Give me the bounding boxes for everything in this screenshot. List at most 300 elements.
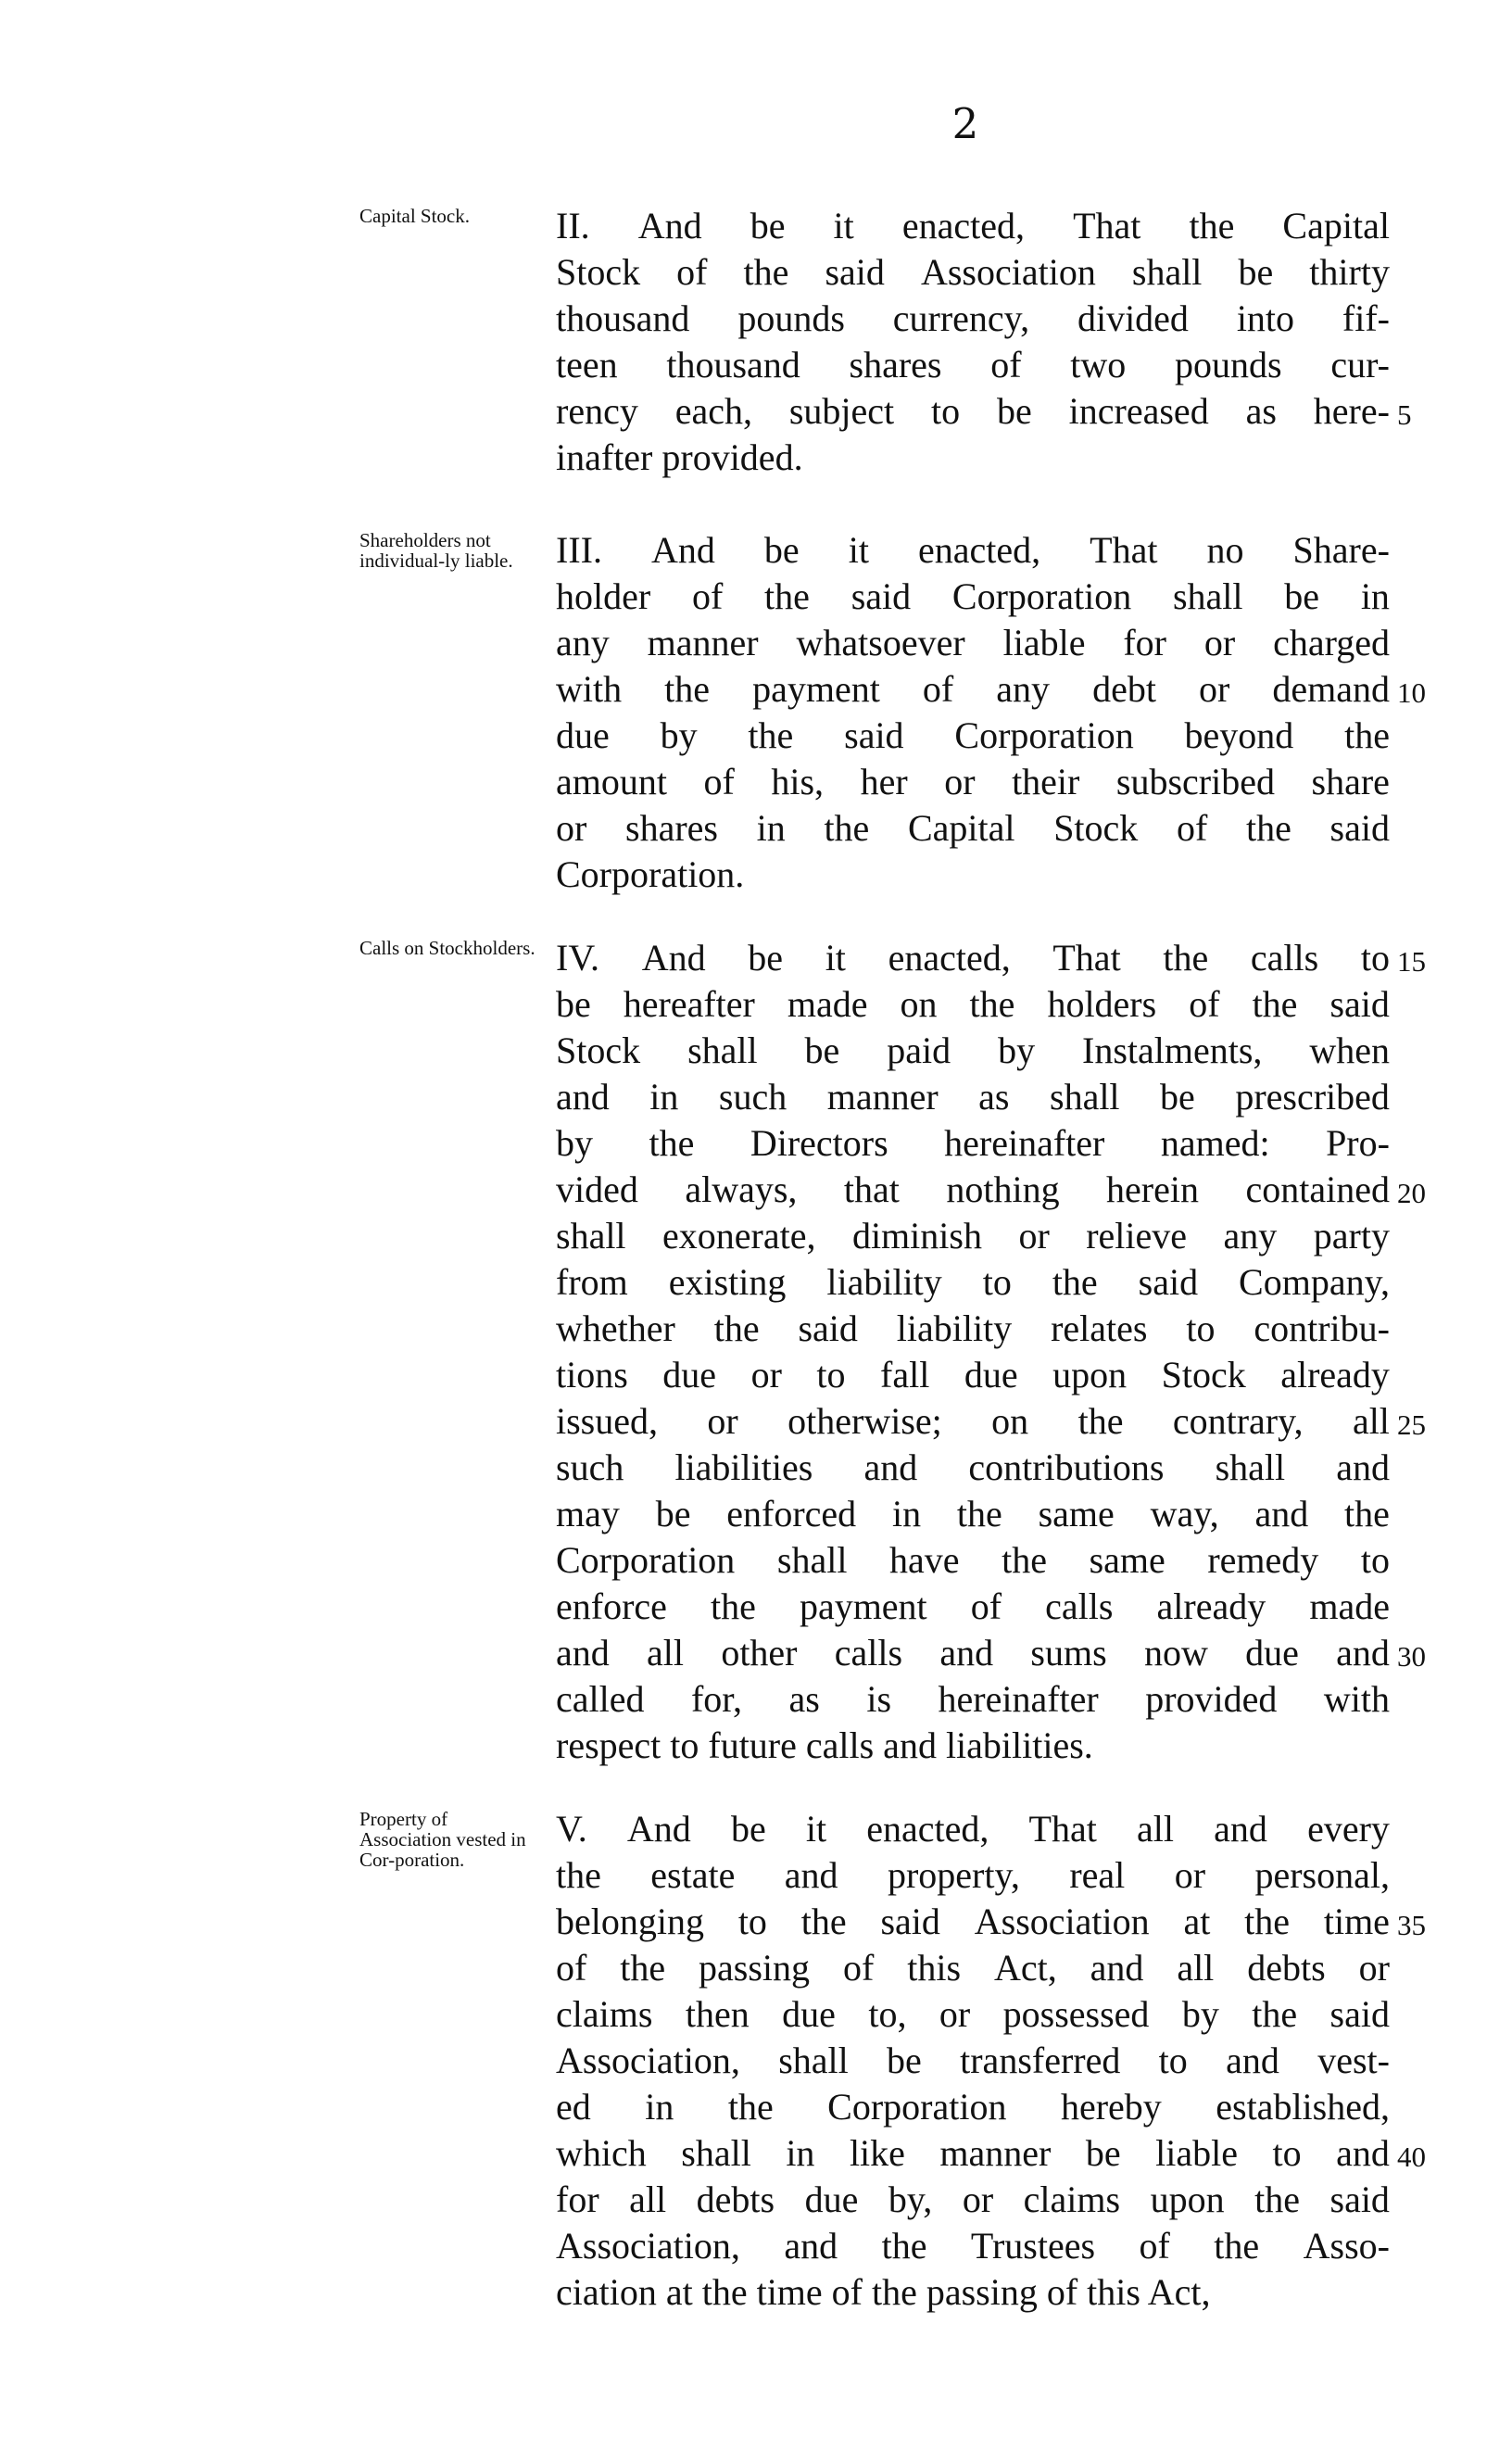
word: Stock	[1161, 1354, 1246, 1395]
word: all	[1137, 1808, 1174, 1850]
word: liable	[1155, 2132, 1238, 2174]
word: nothing	[946, 1168, 1060, 1210]
word: to	[1360, 937, 1390, 979]
word: divided	[1077, 297, 1189, 339]
word: whether	[556, 1307, 675, 1349]
word: the	[824, 807, 870, 849]
line-number: 15	[1397, 945, 1426, 978]
word: manner	[939, 2132, 1052, 2174]
word: as	[788, 1678, 820, 1720]
word: or	[707, 1400, 738, 1442]
body-line	[556, 1446, 1390, 1492]
word: Association,	[556, 2040, 740, 2081]
body-line	[556, 1900, 1390, 1946]
body-line: respect to future calls and liabilities.	[556, 1724, 1093, 1766]
body-line	[556, 1353, 1390, 1399]
word: claims	[1023, 2178, 1121, 2220]
word: other	[721, 1632, 798, 1673]
body-line	[556, 1946, 1390, 1992]
word: That	[1052, 937, 1121, 979]
word: Asso-	[1303, 2225, 1390, 2267]
word: two	[1070, 344, 1127, 385]
word: Corporation	[556, 1539, 736, 1581]
word: to	[1158, 2040, 1188, 2081]
word: the	[1163, 937, 1209, 979]
word: payment	[799, 1585, 927, 1627]
body-line	[556, 1992, 1390, 2039]
word: to	[982, 1261, 1012, 1303]
word: any	[996, 668, 1051, 710]
word: remedy	[1207, 1539, 1319, 1581]
word: That	[1028, 1808, 1097, 1850]
word: called	[556, 1678, 645, 1720]
word: shares	[625, 807, 718, 849]
word: the	[1077, 1400, 1124, 1442]
word: in	[756, 807, 786, 849]
body-line	[556, 250, 1390, 297]
word: and	[556, 1076, 610, 1118]
word: in	[1360, 575, 1390, 617]
body-line	[556, 389, 1390, 436]
word: shall	[776, 1539, 848, 1581]
word: as	[1245, 390, 1277, 432]
word: Corporation	[954, 714, 1134, 756]
word: in	[645, 2086, 674, 2128]
word: to	[1272, 2132, 1302, 2174]
word: or	[1198, 668, 1230, 710]
word: established,	[1216, 2086, 1390, 2128]
body-line	[556, 528, 1390, 575]
word: That	[1090, 529, 1158, 571]
word: the	[764, 575, 810, 617]
word: all	[647, 1632, 685, 1673]
word: as	[978, 1076, 1010, 1118]
word: contributions	[968, 1446, 1165, 1488]
word: said	[844, 714, 904, 756]
word: contrary,	[1172, 1400, 1304, 1442]
word: cur-	[1330, 344, 1390, 385]
body-line	[556, 2224, 1390, 2270]
word: at	[1183, 1901, 1211, 1942]
word: otherwise;	[788, 1400, 942, 1442]
word: for,	[690, 1678, 743, 1720]
word: That	[1073, 205, 1141, 246]
word: said	[1329, 983, 1390, 1025]
marginal-note: Calls on Stockholders.	[359, 937, 536, 959]
word: prescribed	[1235, 1076, 1390, 1118]
body-line	[556, 2131, 1390, 2178]
word: Stock	[556, 251, 641, 293]
word: the	[969, 983, 1015, 1025]
word: to	[931, 390, 961, 432]
word: for	[1123, 622, 1166, 663]
word: on	[991, 1400, 1029, 1442]
word: in	[891, 1493, 922, 1534]
word: passing	[699, 1947, 811, 1989]
word: any	[556, 622, 610, 663]
word: increased	[1068, 390, 1209, 432]
word: when	[1309, 1029, 1390, 1071]
word: upon	[1150, 2178, 1225, 2220]
word: be	[763, 529, 800, 571]
word: shall	[1215, 1446, 1286, 1488]
word: and	[1336, 1446, 1390, 1488]
word: enforce	[556, 1585, 667, 1627]
word: teen	[556, 344, 618, 385]
word: And	[626, 1808, 691, 1850]
word: to	[1360, 1539, 1390, 1581]
word: and	[1336, 1632, 1390, 1673]
word: herein	[1106, 1168, 1199, 1210]
word: due	[1245, 1632, 1299, 1673]
word: it	[848, 529, 869, 571]
body-line	[556, 1538, 1390, 1585]
word: belonging	[556, 1901, 704, 1942]
word: vest-	[1317, 2040, 1390, 2081]
word: in	[786, 2132, 815, 2174]
word: and	[784, 1854, 838, 1896]
word: said	[1329, 807, 1390, 849]
word: charged	[1273, 622, 1390, 663]
word: the	[1254, 2178, 1300, 2220]
word: such	[556, 1446, 624, 1488]
word: or	[962, 2178, 994, 2220]
word: by	[998, 1029, 1036, 1071]
word: by	[660, 714, 698, 756]
word: calls	[1250, 937, 1319, 979]
word: subject	[788, 390, 895, 432]
word: calls	[1045, 1585, 1114, 1627]
word: shall	[687, 1029, 758, 1071]
word: or	[1203, 622, 1236, 663]
word: Association,	[556, 2225, 740, 2267]
word: subscribed	[1115, 761, 1275, 802]
word: of	[970, 1585, 1002, 1627]
word: or	[1018, 1215, 1050, 1257]
word: the	[956, 1493, 1002, 1534]
word: the	[1252, 1993, 1298, 2035]
word: tions	[556, 1354, 628, 1395]
word: their	[1012, 761, 1080, 802]
word: be	[804, 1029, 840, 1071]
word: from	[556, 1261, 628, 1303]
word: pounds	[1175, 344, 1282, 385]
word: in	[649, 1076, 679, 1118]
body-line	[556, 204, 1390, 250]
word: hereinafter	[938, 1678, 1099, 1720]
word: and	[863, 1446, 918, 1488]
word: Stock	[556, 1029, 641, 1071]
word: be	[556, 983, 591, 1025]
word: to	[737, 1901, 767, 1942]
word: it	[825, 937, 846, 979]
word: of	[1176, 807, 1208, 849]
body-line	[556, 1121, 1390, 1168]
body-line	[556, 1853, 1390, 1900]
word: V.	[556, 1808, 587, 1850]
word: calls	[834, 1632, 903, 1673]
word: thirty	[1309, 251, 1390, 293]
word: the	[620, 1947, 666, 1989]
word: the	[1344, 714, 1390, 756]
word: due	[556, 714, 610, 756]
word: or	[1358, 1947, 1390, 1989]
word: rency	[556, 390, 638, 432]
word: due	[782, 1993, 836, 2035]
word: all	[1177, 1947, 1215, 1989]
word: of	[922, 668, 954, 710]
word: be	[1085, 2132, 1121, 2174]
word: And	[651, 529, 715, 571]
word: be	[655, 1493, 691, 1534]
word: existing	[668, 1261, 787, 1303]
line-number: 25	[1397, 1408, 1426, 1441]
word: fif-	[1342, 297, 1390, 339]
word: vided	[556, 1168, 638, 1210]
word: II.	[556, 205, 590, 246]
word: of	[556, 1947, 587, 1989]
word: Share-	[1292, 529, 1390, 571]
word: into	[1236, 297, 1295, 339]
word: the	[1214, 2225, 1260, 2267]
word: payment	[752, 668, 880, 710]
body-line	[556, 1492, 1390, 1538]
word: and	[1336, 2132, 1390, 2174]
body-line	[556, 621, 1390, 667]
word: enacted,	[917, 529, 1041, 571]
word: already	[1280, 1354, 1390, 1395]
word: the	[556, 1854, 601, 1896]
word: and	[1254, 1493, 1309, 1534]
word: Trustees	[970, 2225, 1096, 2267]
word: and	[939, 1632, 994, 1673]
word: be	[750, 205, 786, 246]
word: all	[629, 2178, 667, 2220]
word: to	[816, 1354, 846, 1395]
word: hereby	[1060, 2086, 1162, 2128]
word: enforced	[726, 1493, 857, 1534]
word: the	[881, 2225, 927, 2267]
word: his,	[771, 761, 825, 802]
word: Association	[974, 1901, 1150, 1942]
word: enacted,	[888, 937, 1011, 979]
word: Capital	[907, 807, 1015, 849]
word: her	[860, 761, 908, 802]
word: liabilities	[674, 1446, 813, 1488]
word: shall	[778, 2040, 849, 2081]
word: to,	[868, 1993, 907, 2035]
word: amount	[556, 761, 667, 802]
word: hereafter	[623, 983, 755, 1025]
word: same	[1038, 1493, 1115, 1534]
word: of	[842, 1947, 875, 1989]
word: due	[964, 1354, 1018, 1395]
word: shall	[1050, 1076, 1120, 1118]
word: of	[1189, 983, 1220, 1025]
word: now	[1143, 1632, 1208, 1673]
line-number: 35	[1397, 1909, 1426, 1941]
word: of	[703, 761, 735, 802]
word: Pro-	[1326, 1122, 1390, 1164]
word: property,	[887, 1854, 1020, 1896]
word: Association	[920, 251, 1096, 293]
word: share	[1311, 761, 1390, 802]
word: it	[833, 205, 854, 246]
word: which	[556, 2132, 647, 2174]
word: ed	[556, 2086, 591, 2128]
page-number: 2	[951, 99, 979, 148]
word: be	[730, 1808, 766, 1850]
body-line: ciation at the time of the passing of this Act,	[556, 2271, 1211, 2313]
word: said	[1138, 1261, 1199, 1303]
marginal-note: Capital Stock.	[359, 205, 470, 227]
word: IV.	[556, 937, 600, 979]
word: this	[907, 1947, 962, 1989]
body-line	[556, 2085, 1390, 2131]
body-line	[556, 343, 1390, 389]
word: shall	[681, 2132, 751, 2174]
body-line	[556, 982, 1390, 1029]
word: fall	[880, 1354, 930, 1395]
word: And	[637, 205, 702, 246]
word: be	[997, 390, 1032, 432]
word: diminish	[851, 1215, 982, 1257]
body-line	[556, 1399, 1390, 1446]
word: and	[1226, 2040, 1279, 2081]
word: shares	[849, 344, 942, 385]
word: currency,	[892, 297, 1030, 339]
word: III.	[556, 529, 602, 571]
word: contained	[1245, 1168, 1390, 1210]
word: debts	[1247, 1947, 1326, 1989]
body-line	[556, 667, 1390, 714]
word: already	[1156, 1585, 1266, 1627]
word: paid	[887, 1029, 951, 1071]
body-line	[556, 1168, 1390, 1214]
word: it	[805, 1808, 827, 1850]
word: hereinafter	[944, 1122, 1105, 1164]
word: the	[710, 1585, 756, 1627]
word: liability	[826, 1261, 942, 1303]
body-line	[556, 1260, 1390, 1307]
word: thousand	[556, 297, 690, 339]
body-line	[556, 1214, 1390, 1260]
word: Company,	[1239, 1261, 1390, 1303]
word: Act,	[993, 1947, 1057, 1989]
word: Instalments,	[1082, 1029, 1263, 1071]
body-line: inafter provided.	[556, 436, 803, 478]
word: and	[1214, 1808, 1267, 1850]
word: debts	[696, 2178, 775, 2220]
word: enacted,	[901, 205, 1025, 246]
line-number: 20	[1397, 1177, 1426, 1209]
body-line: Corporation.	[556, 853, 745, 895]
word: be	[1160, 1076, 1195, 1118]
word: have	[889, 1539, 960, 1581]
line-number: 40	[1397, 2141, 1426, 2173]
word: here-	[1313, 390, 1390, 432]
word: exonerate,	[662, 1215, 816, 1257]
body-line	[556, 575, 1390, 621]
word: manner	[826, 1076, 939, 1118]
word: for	[556, 2178, 599, 2220]
word: Corporation	[951, 575, 1132, 617]
word: of	[676, 251, 708, 293]
body-line	[556, 1075, 1390, 1121]
marginal-note: Shareholders not individual-ly liable.	[359, 529, 513, 572]
word: then	[685, 1993, 750, 2035]
word: Capital	[1282, 205, 1390, 246]
word: manner	[647, 622, 759, 663]
body-line	[556, 1307, 1390, 1353]
word: made	[787, 983, 868, 1025]
word: the	[743, 251, 789, 293]
word: said	[825, 251, 885, 293]
word: to	[1186, 1307, 1216, 1349]
word: And	[641, 937, 706, 979]
word: real	[1069, 1854, 1126, 1896]
word: transferred	[960, 2040, 1121, 2081]
word: holders	[1047, 983, 1157, 1025]
word: made	[1309, 1585, 1390, 1627]
word: may	[556, 1493, 620, 1534]
word: like	[849, 2132, 905, 2174]
word: thousand	[666, 344, 800, 385]
word: and	[784, 2225, 838, 2267]
body-line	[556, 1585, 1390, 1631]
body-line	[556, 2039, 1390, 2085]
word: the	[1244, 1901, 1291, 1942]
word: due	[662, 1354, 717, 1395]
word: no	[1206, 529, 1244, 571]
body-line	[556, 1631, 1390, 1677]
word: by	[1181, 1993, 1219, 2035]
word: every	[1307, 1808, 1390, 1850]
word: party	[1313, 1215, 1390, 1257]
word: Stock	[1053, 807, 1139, 849]
word: pounds	[737, 297, 845, 339]
body-line	[556, 936, 1390, 982]
word: shall	[1131, 251, 1203, 293]
body-line	[556, 2178, 1390, 2224]
word: be	[1238, 251, 1274, 293]
word: relates	[1051, 1307, 1148, 1349]
word: the	[664, 668, 711, 710]
word: the	[1344, 1493, 1390, 1534]
word: or	[939, 1993, 971, 2035]
word: demand	[1272, 668, 1390, 710]
word: by,	[888, 2178, 933, 2220]
word: possessed	[1002, 1993, 1150, 2035]
word: or	[944, 761, 976, 802]
line-number: 30	[1397, 1640, 1426, 1673]
word: shall	[1172, 575, 1243, 617]
word: shall	[556, 1215, 626, 1257]
word: estate	[650, 1854, 736, 1896]
word: Directors	[750, 1122, 888, 1164]
word: and	[556, 1632, 610, 1673]
line-number: 10	[1397, 676, 1426, 709]
word: of	[990, 344, 1022, 385]
word: the	[1189, 205, 1235, 246]
word: issued,	[556, 1400, 658, 1442]
word: claims	[556, 1993, 653, 2035]
word: always,	[685, 1168, 798, 1210]
word: or	[750, 1354, 782, 1395]
word: said	[1329, 2178, 1390, 2220]
word: the	[748, 714, 794, 756]
word: is	[866, 1678, 892, 1720]
